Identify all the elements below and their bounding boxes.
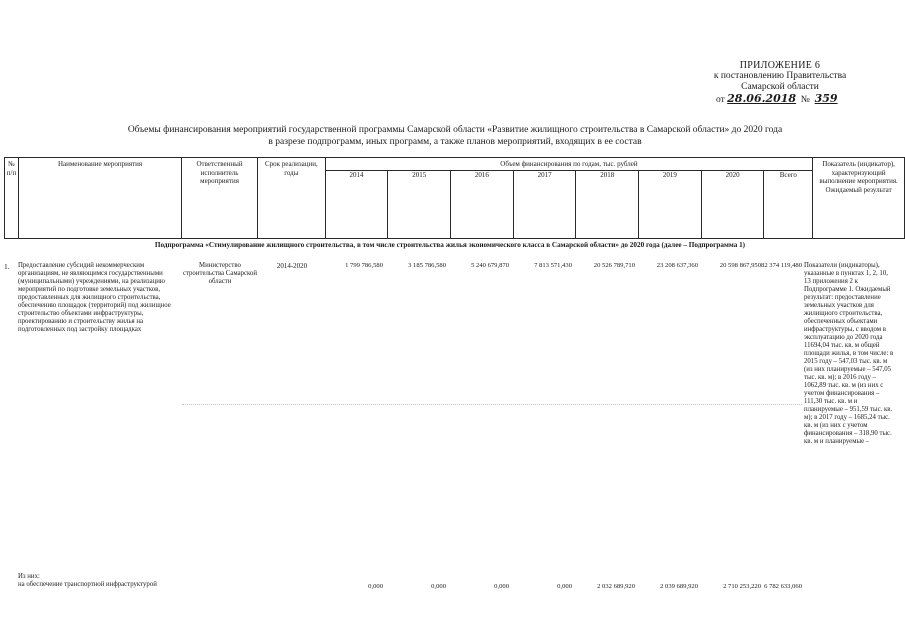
transport-value-2020: 2 710 253,220 (723, 583, 761, 590)
subprogram-heading: Подпрограмма «Стимулирование жилищного строительства, в том числе строительства жилья экономического класса в Самарской области» до 2020 года (далее – Подпрограмма 1) (154, 241, 746, 249)
transport-infrastructure-label: на обеспечение транспортной инфраструктурой (18, 581, 157, 588)
appendix-line-2: к постановлению Правительства (713, 71, 847, 81)
document-title (60, 124, 850, 148)
appendix-block (680, 60, 880, 106)
value-2020: 20 598 867,950 (719, 262, 761, 269)
header-period: Срок реализации, годы (257, 158, 325, 239)
value-2015: 3 185 786,580 (408, 262, 446, 269)
year-2019: 2019 (639, 170, 702, 238)
date-prefix: от (716, 95, 725, 105)
indicator-result: Показатели (индикаторы), указанные в пунктах 1, 2, 10, 13 приложения 2 к Подпрограмме 1. Ожидаемый результат: предоставление земельных участков для жилищного строительства, обеспеченных объектами инфраструктуры, с вводом в эксплуатацию до 2020 года 11694,04 тыс. кв. м общей площади жилья, в том числе: в 2015 году – 547,03 тыс. кв. м (из них планируемые – 547,05 тыс. кв. м); в 2016 году – 1062,89 тыс. кв. м (из них с учетом финансирования – 111,30 тыс. кв. м и планируемые – 951,59 тыс. кв. м); в 2017 году – 1685,24 тыс. кв. м (из них с учетом финансирования – 318,90 тыс. кв. м и планируемые – (804, 262, 894, 445)
transport-value-2015: 0,000 (431, 583, 446, 590)
transport-value-2016: 0,000 (494, 583, 509, 590)
header-indicator: Показатель (индикатор), характеризующий выполнение мероприятия. Ожидаемый результат (813, 158, 905, 239)
year-2020: 2020 (701, 170, 764, 238)
year-2016: 2016 (451, 170, 514, 238)
header-num: № п/п (5, 158, 19, 239)
transport-value-2017: 0,000 (557, 583, 572, 590)
number-prefix: № (800, 95, 810, 105)
transport-value-total: 6 782 633,060 (764, 583, 802, 590)
header-name: Наименование мероприятия (18, 158, 181, 239)
header-responsible: Ответственный исполнитель мероприятия (182, 158, 258, 239)
appendix-title: ПРИЛОЖЕНИЕ 6 (739, 60, 821, 71)
appendix-date-line (680, 93, 880, 106)
transport-value-2014: 0,000 (368, 583, 383, 590)
transport-infrastructure-row (18, 573, 180, 589)
event-description: Предоставление субсидий некоммерческим организациям, не являющимся государственными (муниципальными) учреждениями, на реализацию мероприятий по подготовке земельных участков, предоставленных для жилищного строительства, обеспечению площадок (территорий) под жилищное строительство объектами инфраструктуры, проектированию и строительству жилья на подготовленных под застройку площадках (18, 262, 171, 333)
from-them-label: Из них: (18, 573, 40, 580)
appendix-line-3: Самарской области (741, 82, 819, 92)
scan-dotted-line (182, 404, 802, 405)
value-2018: 20 526 789,710 (593, 262, 635, 269)
decree-date: 28.06.2018 (727, 92, 797, 105)
decree-number: 359 (814, 92, 838, 105)
year-2015: 2015 (388, 170, 451, 238)
document-title-line-2: в разрезе подпрограмм, иных программ, а также планов мероприятий, входящих в ее состав (268, 137, 642, 147)
financing-table-header (4, 157, 905, 239)
header-financing: Объем финансирования по годам, тыс. рублей (325, 158, 812, 171)
year-2014: 2014 (325, 170, 388, 238)
value-2014: 1 799 786,580 (345, 262, 383, 269)
implementation-period: 2014-2020 (276, 262, 308, 270)
value-2017: 7 813 571,430 (534, 262, 572, 269)
year-total: Всего (764, 170, 813, 238)
transport-value-2018: 2 032 689,920 (597, 583, 635, 590)
value-2019: 23 208 637,360 (656, 262, 698, 269)
row-number: 1. (4, 262, 10, 271)
value-2016: 5 240 679,870 (471, 262, 509, 269)
document-title-line-1: Объемы финансирования мероприятий государственной программы Самарской области «Развитие жилищного строительства в Самарской области» до 2020 года (127, 125, 783, 135)
year-2017: 2017 (513, 170, 576, 238)
transport-value-2019: 2 039 689,920 (660, 583, 698, 590)
year-2018: 2018 (576, 170, 639, 238)
value-total: 82 374 119,480 (761, 262, 802, 269)
responsible-executor: Министерство строительства Самарской области (182, 262, 258, 285)
